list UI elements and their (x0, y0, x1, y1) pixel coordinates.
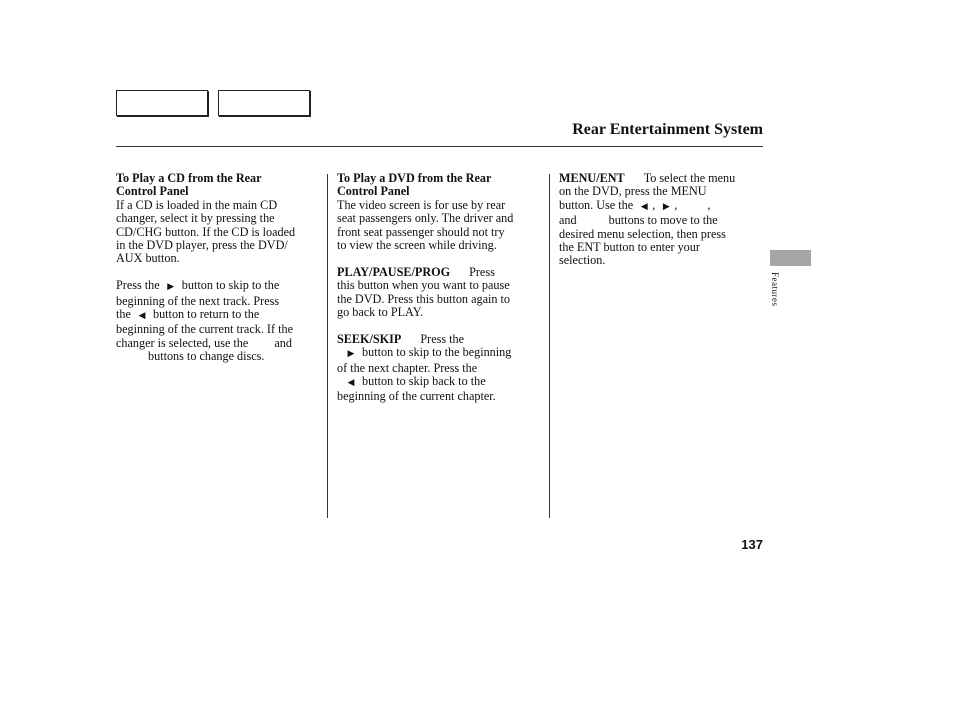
text-line: selection. (559, 253, 606, 268)
dvd-heading: To Play a DVD from the Rear (337, 171, 492, 185)
text-line: SEEK/SKIP Press the (337, 331, 465, 346)
text-line: Press the ▶ button to skip to the (116, 279, 321, 294)
menu-ent-label: MENU/ENT (559, 171, 625, 185)
text-line: PLAY/PAUSE/PROG Press (337, 264, 495, 279)
text-line: the ◀ button to return to the (116, 308, 321, 323)
text-line: and buttons to move to the (559, 213, 718, 228)
left-triangle-icon: ◀ (347, 378, 355, 389)
section-label: Features (770, 272, 780, 307)
text-line: AUX button. (116, 251, 180, 266)
column-divider (549, 174, 550, 518)
text-line: of the next chapter. Press the (337, 360, 478, 375)
text-line: ◀ button to skip back to the (337, 375, 543, 390)
text-line: MENU/ENT To select the menu (559, 171, 736, 185)
seek-skip-label: SEEK/SKIP (337, 331, 402, 346)
text-line: the DVD. Press this button again to (337, 291, 510, 306)
column-divider (327, 174, 328, 518)
text-line: in the DVD player, press the DVD/ (116, 238, 288, 253)
text-line: go back to PLAY. (337, 305, 423, 320)
text-line: CD/CHG button. If the CD is loaded (116, 224, 296, 239)
section-tab (770, 250, 811, 266)
nav-index-button[interactable] (218, 90, 310, 116)
play-pause-label: PLAY/PAUSE/PROG (337, 264, 451, 279)
right-triangle-icon: ▶ (347, 349, 355, 360)
text-line: this button when you want to pause (337, 278, 510, 293)
dvd-heading: Control Panel (337, 184, 410, 199)
text-line: ▶ button to skip to the beginning (337, 346, 543, 361)
text-line: desired menu selection, then press (559, 226, 726, 241)
text-line: the ENT button to enter your (559, 240, 700, 255)
right-triangle-icon: ▶ (167, 282, 175, 293)
right-triangle-icon: ▶ (662, 201, 670, 212)
text-line: to view the screen while driving. (337, 238, 497, 253)
title-rule (116, 146, 763, 147)
page-title: Rear Entertainment System (572, 121, 763, 138)
text-line: buttons to change discs. (148, 349, 265, 364)
column-dvd (337, 172, 543, 404)
left-triangle-icon: ◀ (640, 201, 648, 212)
text-line: The video screen is for use by rear (337, 197, 506, 212)
page-number: 137 (741, 537, 763, 552)
column-menu (559, 172, 763, 268)
text-line: seat passengers only. The driver and (337, 211, 514, 226)
text-line: button. Use the ◀ , ▶ , , (559, 199, 763, 214)
text-line: beginning of the next track. Press (116, 293, 280, 308)
nav-main-menu-button[interactable] (116, 90, 208, 116)
text-line: front seat passenger should not try (337, 224, 505, 239)
text-line: on the DVD, press the MENU (559, 184, 707, 199)
text-line: beginning of the current chapter. (337, 389, 496, 404)
text-line: beginning of the current track. If the (116, 322, 293, 337)
cd-heading: Control Panel (116, 184, 189, 199)
text-line: changer is selected, use the and (116, 335, 292, 350)
left-triangle-icon: ◀ (138, 311, 146, 322)
cd-heading: To Play a CD from the Rear (116, 171, 262, 185)
column-cd (116, 172, 321, 364)
text-line: changer, select it by pressing the (116, 211, 275, 226)
text-line: If a CD is loaded in the main CD (116, 197, 278, 212)
